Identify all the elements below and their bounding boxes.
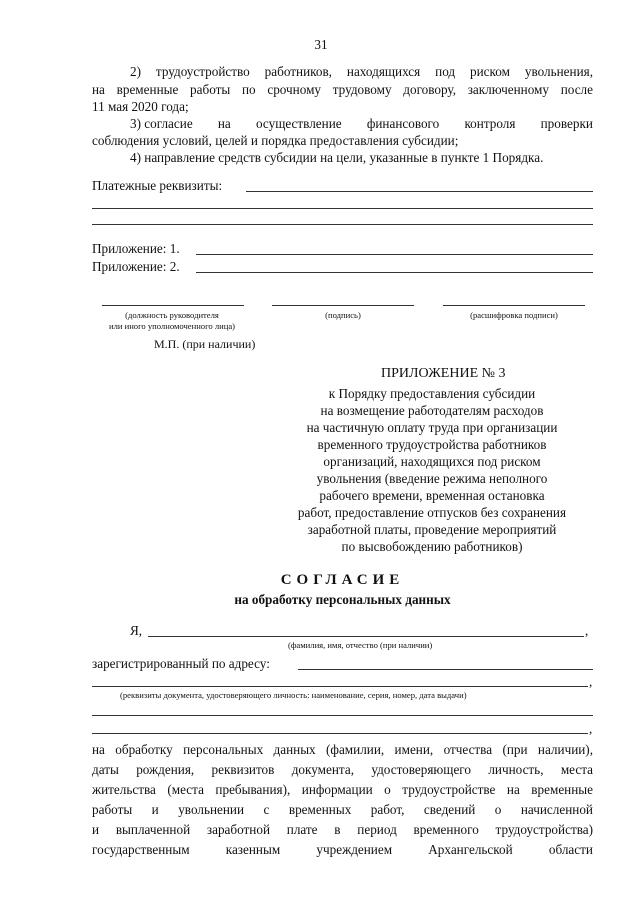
payment-details-line[interactable]	[246, 191, 593, 192]
address-comma: ,	[589, 674, 593, 689]
i-label: Я,	[130, 623, 143, 638]
attachment-1-label: Приложение: 1.	[92, 241, 180, 256]
item-3-word: 3) согласие	[130, 116, 193, 131]
item-3-line-1	[130, 115, 593, 132]
document-comma: ,	[589, 721, 593, 736]
appendix-line: на частичную оплату труда при организации	[306, 420, 558, 435]
consent-body-last-line	[92, 841, 593, 858]
appendix-line: рабочего времени, временная остановка	[319, 488, 545, 503]
appendix-line: на возмещение работодателям расходов	[320, 403, 544, 418]
consent-body-line: жительства (места пребывания), информации о трудоустройстве на временные	[92, 782, 593, 797]
attachment-1-line[interactable]	[196, 254, 593, 255]
signature-line[interactable]	[272, 305, 414, 306]
item-3-word: осуществление	[256, 116, 342, 131]
consent-body-line: работы и увольнении с временных работ, сведений о начисленной	[92, 802, 593, 817]
decryption-line[interactable]	[443, 305, 585, 306]
appendix-line: увольнения (введение режима неполного	[316, 471, 548, 486]
consent-body-line: даты рождения, реквизитов документа, удостоверяющего личность, места	[92, 762, 593, 777]
payment-details-line[interactable]	[92, 224, 593, 225]
position-caption: (должность руководителя	[125, 310, 219, 320]
body-word: Архангельской	[428, 842, 513, 857]
item-2-line-3: 11 мая 2020 года;	[92, 99, 189, 114]
document-line[interactable]	[92, 733, 588, 734]
payment-details-line[interactable]	[92, 208, 593, 209]
document-caption: (реквизиты документа, удостоверяющего личность: наименование, серия, номер, дата выдачи)	[120, 690, 467, 700]
consent-subheading: на обработку персональных данных	[234, 592, 451, 607]
appendix-line: организаций, находящихся под риском	[323, 454, 541, 469]
consent-body-line: на обработку персональных данных (фамилии, имени, отчества (при наличии),	[92, 742, 593, 757]
attachment-2-label: Приложение: 2.	[92, 259, 180, 274]
item-3-word: на	[217, 116, 231, 131]
payment-details-label: Платежные реквизиты:	[92, 178, 223, 193]
page-number: 31	[314, 37, 328, 52]
appendix-line: заработной платы, проведение мероприятий	[307, 522, 557, 537]
address-line[interactable]	[298, 669, 593, 670]
stamp-label: М.П. (при наличии)	[154, 337, 256, 351]
body-word: казенным	[225, 842, 281, 857]
attachment-2-line[interactable]	[196, 272, 593, 273]
signature-caption: (подпись)	[325, 310, 361, 320]
appendix-line: по высвобождению работников)	[341, 539, 523, 554]
consent-heading: СОГЛАСИЕ	[280, 572, 405, 588]
full-name-caption: (фамилия, имя, отчество (при наличии)	[288, 640, 433, 650]
appendix-line: к Порядку предоставления субсидии	[328, 386, 536, 401]
item-3-line-2: соблюдения условий, целей и порядка предоставления субсидии;	[92, 133, 459, 148]
address-label: зарегистрированный по адресу:	[92, 656, 270, 671]
item-2-line-2: на временные работы по срочному трудовому договору, заключенному после	[92, 82, 593, 97]
position-line[interactable]	[102, 305, 244, 306]
decryption-caption: (расшифровка подписи)	[470, 310, 558, 320]
consent-body-line: и выплаченной заработной плате в период временного трудоустройства)	[92, 822, 593, 837]
appendix-line: работ, предоставление отпусков без сохранения	[297, 505, 567, 520]
appendix-title: ПРИЛОЖЕНИЕ № 3	[381, 366, 506, 381]
full-name-comma: ,	[585, 623, 589, 638]
full-name-line[interactable]	[148, 636, 584, 637]
document-line[interactable]	[92, 715, 593, 716]
body-word: области	[548, 842, 593, 857]
body-word: государственным	[92, 842, 190, 857]
appendix-line: временного трудоустройства работников	[317, 437, 547, 452]
address-line[interactable]	[92, 686, 588, 687]
body-word: учреждением	[316, 842, 393, 857]
item-3-word: контроля	[464, 116, 516, 131]
item-3-word: проверки	[540, 116, 593, 131]
item-3-word: финансового	[366, 116, 440, 131]
item-2-line-1: 2) трудоустройство работников, находящихся под риском увольнения,	[130, 64, 593, 79]
item-4: 4) направление средств субсидии на цели, указанные в пункте 1 Порядка.	[130, 150, 544, 165]
position-caption: или иного уполномоченного лица)	[108, 321, 236, 331]
